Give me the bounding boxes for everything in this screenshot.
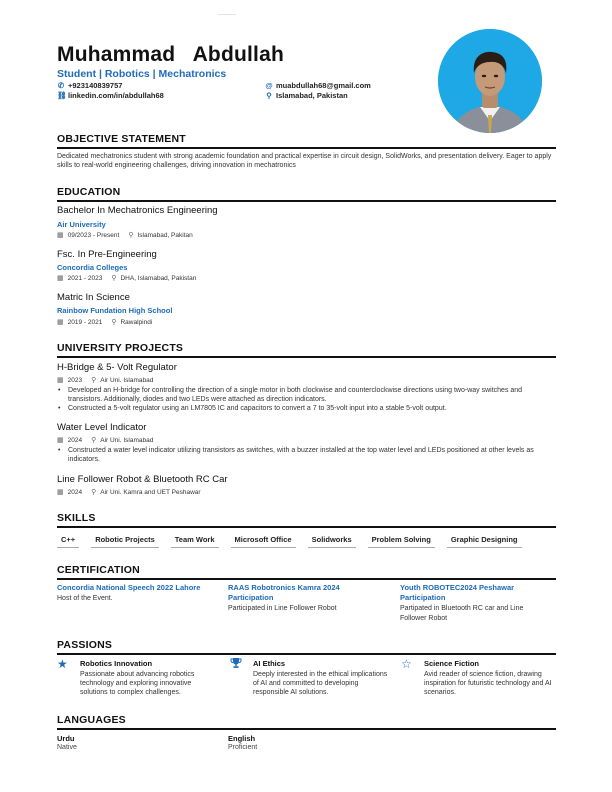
language-name: Urdu — [57, 734, 75, 743]
education-date: 09/2023 - Present — [67, 231, 120, 239]
project-bullets — [57, 446, 557, 464]
trophy-icon-shape — [230, 657, 242, 669]
language-item — [57, 734, 77, 751]
certification-title: Youth ROBOTEC2024 Peshawar Participation — [400, 583, 515, 602]
calendar-icon: ▦ — [57, 319, 64, 326]
certification-desc: Participated in Line Follower Robot — [228, 605, 337, 612]
education-location: DHA, Islamabad, Pakistan — [120, 274, 197, 282]
skill-tag: Graphic Designing — [447, 534, 522, 548]
location-pin-icon: ⚲ — [128, 232, 134, 239]
project-meta — [57, 488, 201, 496]
location-pin-icon: ⚲ — [111, 319, 117, 326]
passion-desc: Passionate about advancing robotics technology and exploring innovative solutions to complex challenges. — [80, 671, 195, 696]
projects-divider — [57, 356, 556, 358]
project-bullet: • Constructed a water level indicator utilizing transistors as switches, with a buzzer installed at the top water level and LEDs positioned at other levels as indicators. — [57, 446, 557, 464]
project-date: 2024 — [67, 436, 83, 444]
objective-text: Dedicated mechatronics student with strong academic foundation and practical expertise in circuit design, SolidWorks, and presentation delivery. Eager to apply skills to real-world engineering challenges, driving innovation in mechatronics — [57, 153, 552, 170]
contact-email[interactable] — [265, 81, 371, 90]
education-meta — [57, 231, 193, 239]
certification-title: RAAS Robotronics Kamra 2024 Participation — [228, 583, 340, 602]
education-meta — [57, 318, 152, 326]
project-location: Air Uni. Islamabad — [100, 376, 154, 384]
top-divider — [218, 14, 236, 15]
passions-heading: PASSIONS — [57, 639, 113, 651]
contact-linkedin[interactable] — [57, 91, 164, 100]
education-location: Islamabad, Pakitan — [137, 231, 193, 239]
passions-divider — [57, 653, 556, 655]
education-meta — [57, 274, 196, 282]
education-title: Bachelor In Mechatronics Engineering — [57, 205, 218, 216]
trophy-icon — [230, 657, 242, 672]
passion-title: Science Fiction — [424, 659, 480, 668]
star-outline-icon: ☆ — [401, 657, 412, 671]
education-org: Concordia Colleges — [57, 263, 128, 272]
project-bullet: • Constructed a 5-volt regulator using an LM7805 IC and capacitors to convert a 7 to 35-volt input into a stable 5-volt output. — [57, 404, 557, 413]
link-icon: ⛓ — [57, 91, 67, 100]
project-title: Line Follower Robot & Bluetooth RC Car — [57, 474, 228, 485]
education-date: 2021 - 2023 — [67, 274, 103, 282]
project-location: Air Uni. Kamra and UET Peshawar — [100, 488, 201, 496]
location-text: Islamabad, Pakistan — [276, 91, 348, 100]
location-pin-icon: ⚲ — [111, 275, 117, 282]
location-pin-icon: ⚲ — [91, 377, 97, 384]
star-icon: ★ — [57, 657, 68, 671]
skill-tag: Team Work — [171, 534, 219, 548]
passion-desc: Avid reader of science fiction, drawing inspiration for futuristic technology and AI scenarios. — [424, 671, 552, 696]
profile-photo — [438, 29, 542, 133]
education-org: Rainbow Fundation High School — [57, 306, 173, 315]
objective-heading: OBJECTIVE STATEMENT — [57, 133, 186, 145]
project-meta — [57, 436, 153, 444]
skill-tag: C++ — [57, 534, 79, 548]
certification-item — [228, 583, 368, 614]
language-item — [228, 734, 257, 751]
project-date: 2024 — [67, 488, 83, 496]
contact-phone — [57, 81, 122, 90]
calendar-icon: ▦ — [57, 437, 64, 444]
skills-divider — [57, 526, 556, 528]
certification-title: Concordia National Speech 2022 Lahore — [57, 583, 201, 592]
linkedin-text[interactable]: linkedin.com/in/abdullah68 — [68, 91, 164, 100]
education-location: Rawalpindi — [120, 318, 153, 326]
project-location: Air Uni. Islamabad — [100, 436, 154, 444]
phone-text: +923140839757 — [68, 81, 123, 90]
certification-heading: CERTIFICATION — [57, 564, 140, 576]
project-bullet: • Developed an H-bridge for controlling the direction of a single motor in both clockwise and counterclockwise directions using two-way switches and transistors. Additionally, diodes and two LEDs were attached as direction indicators. — [57, 386, 557, 404]
certification-desc: Host of the Event. — [57, 595, 113, 602]
location-pin-icon: ⚲ — [91, 437, 97, 444]
skills-list — [57, 534, 534, 548]
languages-heading: LANGUAGES — [57, 714, 126, 726]
contact-location — [265, 91, 348, 100]
project-title: H-Bridge & 5- Volt Regulator — [57, 362, 177, 373]
language-name: English — [228, 734, 256, 743]
education-heading: EDUCATION — [57, 186, 121, 198]
calendar-icon: ▦ — [57, 232, 64, 239]
candidate-subtitle: Student | Robotics | Mechatronics — [57, 68, 227, 80]
education-date: 2019 - 2021 — [67, 318, 103, 326]
certification-item — [400, 583, 550, 623]
skills-heading: SKILLS — [57, 512, 96, 524]
skill-tag: Solidworks — [308, 534, 356, 548]
passion-desc: Deeply interested in the ethical implications of AI and committed to developing responsible AI solutions. — [253, 671, 388, 696]
calendar-icon: ▦ — [57, 377, 64, 384]
skill-tag: Robotic Projects — [91, 534, 159, 548]
project-meta — [57, 376, 153, 384]
certification-item — [57, 583, 217, 604]
phone-icon: ✆ — [57, 81, 65, 90]
education-org: Air University — [57, 220, 106, 229]
passion-title: AI Ethics — [253, 659, 286, 668]
project-title: Water Level Indicator — [57, 422, 147, 433]
objective-divider — [57, 147, 556, 149]
email-text[interactable]: muabdullah68@gmail.com — [276, 81, 371, 90]
education-divider — [57, 200, 556, 202]
skill-tag: Problem Solving — [368, 534, 435, 548]
projects-heading: UNIVERSITY PROJECTS — [57, 342, 184, 354]
project-bullets — [57, 386, 557, 413]
languages-divider — [57, 728, 556, 730]
location-pin-icon: ⚲ — [91, 489, 97, 496]
language-level: Proficient — [228, 744, 258, 751]
certification-desc: Partipated in Bluetooth RC car and Line Follower Robot — [400, 605, 524, 622]
project-date: 2023 — [67, 376, 83, 384]
at-icon: @ — [265, 81, 273, 90]
candidate-name: Muhammad Abdullah — [57, 43, 284, 66]
skill-tag: Microsoft Office — [231, 534, 296, 548]
education-title: Fsc. In Pre-Engineering — [57, 249, 157, 260]
language-level: Native — [57, 744, 77, 751]
calendar-icon: ▦ — [57, 275, 64, 282]
portrait-illustration — [438, 29, 542, 133]
passion-title: Robotics Innovation — [80, 659, 153, 668]
location-pin-icon: ⚲ — [266, 91, 272, 100]
certification-divider — [57, 578, 556, 580]
education-title: Matric In Science — [57, 292, 130, 303]
calendar-icon: ▦ — [57, 489, 64, 496]
